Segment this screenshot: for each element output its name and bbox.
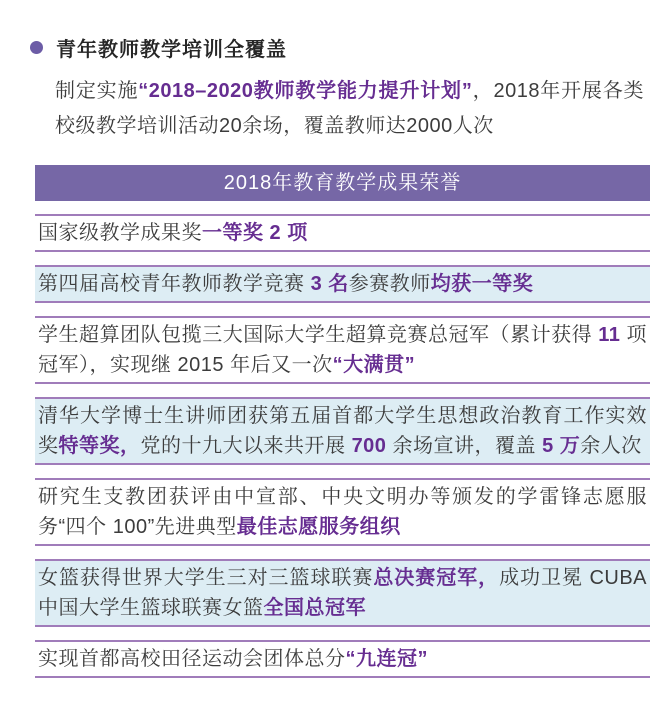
text-segment: 项冠军），实现继 2015 年后又一次 [38, 324, 648, 376]
highlight-segment: “大满贯” [332, 354, 416, 376]
bullet-icon [30, 41, 43, 54]
text-segment: 参赛教师 [348, 273, 431, 295]
honor-row-national-teaching-award [35, 214, 650, 252]
highlight-segment: 3 名 [310, 273, 349, 295]
honor-row-young-teacher-contest [35, 265, 650, 303]
text-segment: 实现首都高校田径运动会团体总分 [38, 648, 346, 670]
page [0, 33, 650, 721]
highlight-segment: 特等奖， [58, 435, 141, 457]
honor-row-phd-lecturer-group [35, 397, 650, 465]
text-segment: 党的十九大以来共开展 [140, 435, 352, 457]
text-segment: 成功卫冕 CUBA 中国大学生篮球联赛女篮 [38, 567, 648, 619]
highlight-segment: 全国总冠军 [263, 597, 366, 619]
highlight-segment: “九连冠” [345, 648, 428, 670]
text-segment: 国家级教学成果奖 [38, 222, 202, 244]
highlight-segment: 总决赛冠军， [373, 567, 500, 589]
text-segment: 清华大学博士生讲师团获第五届首都大学生思想政治教育工作实效奖 [38, 405, 647, 457]
text-segment: 制定实施 [55, 80, 139, 102]
highlight-segment: 5 万 [542, 435, 581, 457]
highlight-segment: 均获一等奖 [430, 273, 534, 295]
highlight-segment: 最佳志愿服务组织 [236, 516, 401, 538]
honor-row-womens-basketball [35, 559, 650, 627]
honor-row-graduate-volunteer-group [35, 478, 650, 546]
highlight-segment: “2018–2020教师教学能力提升计划” [138, 80, 473, 102]
text-segment: 余人次 [580, 435, 642, 457]
text-segment: 学生超算团队包揽三大国际大学生超算竞赛总冠军（累计获得 [38, 324, 599, 346]
honors-table [35, 165, 650, 678]
text-segment: 第四届高校青年教师教学竞赛 [38, 273, 311, 295]
intro-heading-row [30, 33, 650, 62]
text-segment: 余场宣讲，覆盖 [386, 435, 543, 457]
highlight-segment: 700 [351, 435, 387, 457]
honor-row-supercomputing-team [35, 316, 650, 384]
intro-heading: 青年教师教学培训全覆盖 [56, 39, 287, 61]
highlight-segment: 一等奖 2 项 [202, 222, 308, 244]
text-segment: 研究生支教团获评由中宣部、中央文明办等颁发的学雷锋志愿服务“四个 100”先进典型 [38, 486, 647, 538]
honor-row-track-and-field [35, 640, 650, 678]
text-segment: 女篮获得世界大学生三对三篮球联赛 [38, 567, 374, 589]
text-segment: ，2018年开展各类校级教学培训活动20余场，覆盖教师达2000人次 [55, 80, 645, 137]
intro-paragraph [55, 74, 644, 144]
honors-table-title: 2018年教育教学成果荣誉 [35, 165, 650, 201]
highlight-segment: 11 [598, 324, 621, 346]
